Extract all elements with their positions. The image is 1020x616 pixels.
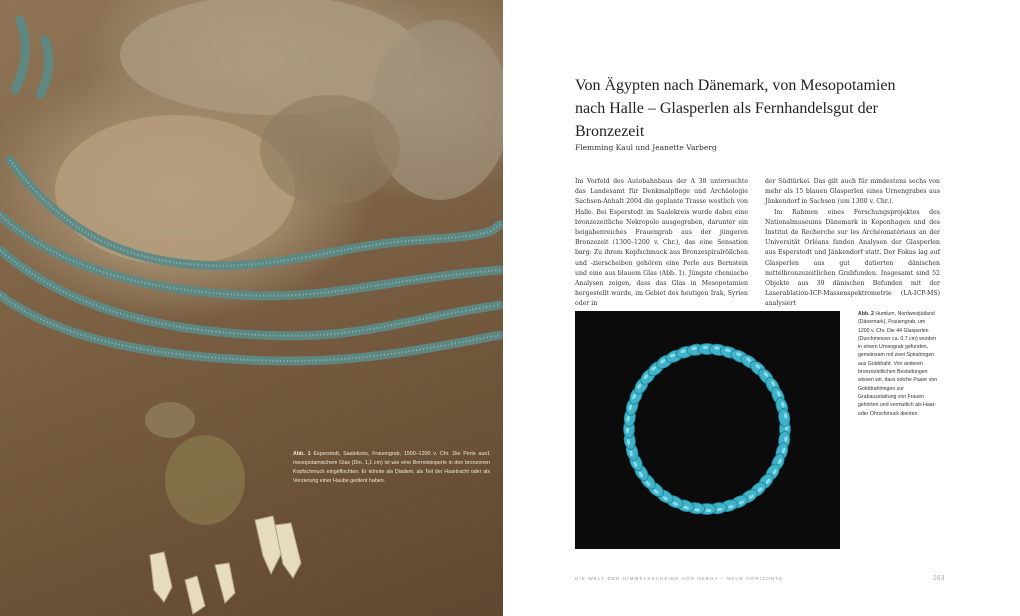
right-page [503, 0, 1020, 616]
page-number: 163 [933, 575, 945, 582]
article-authors: Flemming Kaul und Jeanette Varberg [575, 143, 717, 152]
figure-2-caption [858, 310, 938, 418]
column-2-paragraph-1: der Südtürkei. Das gilt auch für mindestens sechs von mehr als 15 blauen Glasperlen eines Urnengrabes aus Jänkendorf in Sachsen (um 1300 v. Chr.). [765, 178, 940, 206]
figure-1-caption [293, 450, 490, 486]
bead-ring-drawing [575, 311, 840, 549]
glass-bead-necklace-photo [575, 311, 840, 549]
figure-1-text: Esperstedt, Saalekreis, Frauengrab, 1500–1200 v. Chr. Die Perle aus mesopotamischem Glas (Dm. 1,1 cm) ist wie eine Bernsteinperle in den bronzenen Kopfschmuck eingeflochten. Er könnte als Diadem, als Teil der Haartracht oder als Verzierung einer Haube gedient haben. [293, 451, 490, 484]
figure-2-label: Abb. 2 [858, 311, 874, 317]
figure-1-label: Abb. 1 [293, 451, 311, 457]
column-2-paragraph-2: Im Rahmen eines Forschungsprojektes des Nationalmuseums Dänemark in Kopenhagen und des Institut de Recherche sur les Archéomatériaux an der Universität Orléans fanden Analysen der Glasperlen aus Esperstedt und Jänkendorf statt. Der Fokus lag auf Glasperlen aus gut datierten dänischen mittelbronzezeitlichen Grabfunden. Insgesamt sind 52 Objekte aus 39 dänischen Befunden mit der Laserablation-ICP-Massenspektrometrie (LA-ICP-MS) analysiert [765, 208, 940, 308]
text-column-1: Im Vorfeld des Autobahnbaus der A 38 untersuchte das Landesamt für Denkmalpflege und Archäologie Sachsen-Anhalt 2004 die geplante Trasse westlich von Halle. Bei Esperstedt im Saalekreis wurde dabei eine bronzezeitliche Nekropole ausgegraben, darunter ein beigabenreiches Frauengrab aus der jüngeren Bronzezeit (1300–1200 v. Chr.), das eine Sensation barg: Zu ihrem Kopfschmuck aus Bronzespiralröllchen und -zierscheiben gehören eine Perle aus Bernstein und eine aus blauem Glas (Abb. 1). Jüngste chemische Analysen zeigen, dass das Glas in Mesopotamien hergestellt wurde, im Gebiet des heutigen Irak, Syrien oder in [575, 178, 748, 308]
text-column-2 [765, 177, 940, 310]
figure-2-text: Humlum, Nordwestjütland (Dänemark), Frauengrab, um 1200 v. Chr. Die 44 Glasperlen (Durchmesser ca. 0,7 cm) wurden in einem Urnengrab gefunden, gemeinsam mit zwei Spiralringen aus Golddraht. Von anderen bronzezeitlichen Bestattungen wissen wir, dass solche Paare von Golddrahtringen zur Grabausstattung von Frauen gehörten und vermutlich als Haar- oder Ohrschmuck dienten. [858, 311, 938, 417]
excavation-photo-drawing [0, 0, 503, 616]
figure-1-ref: 1 [487, 451, 490, 457]
excavation-photo [0, 0, 503, 616]
article-title: Von Ägypten nach Dänemark, von Mesopotamien nach Halle – Glasperlen als Fernhandelsgut der Bronzezeit [575, 77, 896, 140]
running-footer: DIE WELT DER HIMMELSSCHEIBE VON NEBRA – NEUE HORIZONTE [575, 576, 784, 581]
